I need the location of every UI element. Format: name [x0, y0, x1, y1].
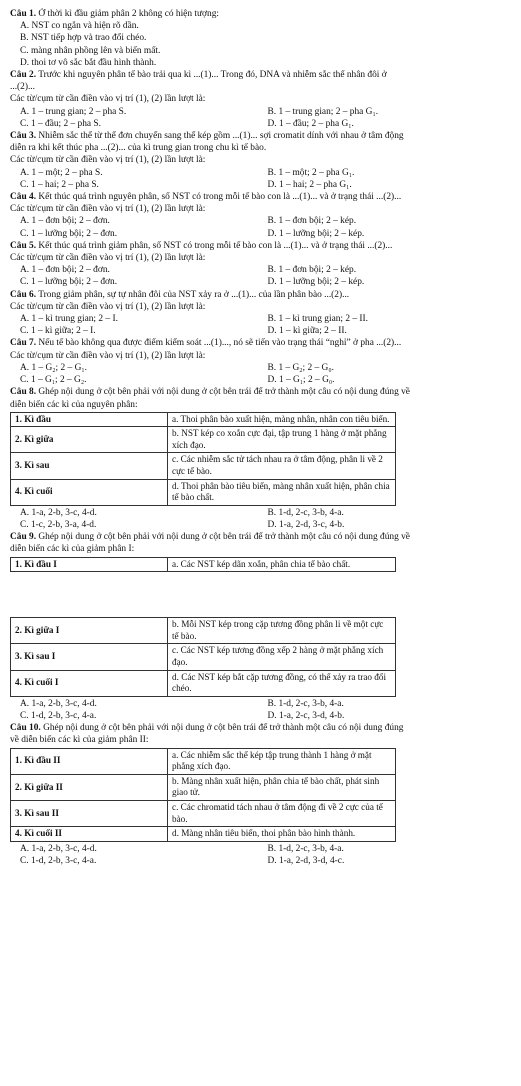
question-text: Kết thúc quá trình giảm phân, số NST có trong mỗi tế bào con là ...(1)... và ở trạng thái ...(2)... [38, 240, 393, 251]
right-cell: b. Màng nhân xuất hiện, phân chia tế bào chất, phát sinh giao tử. [168, 774, 396, 800]
option-b: B. 1 – một; 2 – pha G₁. [267, 167, 355, 178]
question-number: Câu 9. [10, 532, 37, 543]
option-b: B. 1-d, 2-c, 3-b, 4-a. [267, 507, 344, 518]
option-d: D. 1-a, 2-c, 3-d, 4-b. [267, 711, 345, 722]
question-10 [10, 722, 515, 867]
matching-table-cont [10, 617, 396, 697]
worksheet [10, 0, 515, 867]
option-a: A. 1-a, 2-b, 3-c, 4-d. [20, 698, 97, 709]
option-d: D. 1 – kì giữa; 2 – II. [267, 326, 347, 337]
option-a: A. 1 – trung gian; 2 – pha S. [20, 106, 127, 117]
option-c: C. 1 – hai; 2 – pha S. [20, 179, 99, 190]
matching-table [10, 748, 396, 842]
option-a: A. 1-a, 2-b, 3-c, 4-d. [20, 843, 97, 854]
question-number: Câu 6. [10, 289, 37, 300]
option-a: A. 1 – đơn bội; 2 – đơn. [20, 216, 110, 227]
option-c: C. 1 – lưỡng bội; 2 – đơn. [20, 228, 118, 239]
blank-space [10, 572, 515, 616]
question-number: Câu 1. [10, 9, 37, 19]
option-d: D. 1 – G₁; 2 – G₀. [267, 375, 335, 386]
right-cell: d. Các NST kép bắt cặp tương đồng, có thể xảy ra trao đổi chéo. [168, 670, 396, 696]
question-1 [10, 8, 515, 69]
matching-table [10, 557, 396, 573]
right-cell: a. Các nhiễm sắc thể kép tập trung thành 1 hàng ở mặt phẳng xích đạo. [168, 748, 396, 774]
question-text: Ghép nội dung ở cột bên phải với nội dung ở cột bên trái để trở thành một câu có nội dung đúng về [38, 387, 410, 398]
option-d: D. 1 – đầu; 2 – pha G₁. [267, 118, 354, 129]
option-c: C. 1-d, 2-b, 3-c, 4-a. [20, 856, 97, 866]
question-2 [10, 69, 515, 130]
left-cell: 2. Kì giữa II [11, 774, 168, 800]
right-cell: d. Thoi phân bào tiêu biến, màng nhân xuất hiện, phân chia tế bào chất. [168, 479, 396, 505]
question-8 [10, 386, 515, 531]
question-text-cont: diễn biến các kì của nguyên phân: [10, 399, 138, 410]
left-cell: 1. Kì đầu II [11, 748, 168, 774]
table-row [11, 748, 396, 774]
question-text: Ghép nội dung ở cột bên phải với nội dung ở cột bên trái để trở thành một câu có nội dung đúng [43, 723, 404, 734]
question-prompt: Các từ/cụm từ cần điền vào vị trí (1), (2) lần lượt là: [10, 301, 206, 312]
question-text-cont: diễn biến các kì của giảm phân I: [10, 544, 135, 555]
question-number: Câu 4. [10, 192, 37, 203]
option-d: D. 1-a, 2-d, 3-d, 4-c. [267, 856, 345, 866]
option-b: B. NST tiếp hợp và trao đổi chéo. [20, 33, 147, 44]
question-3 [10, 130, 515, 191]
option-a: A. 1 – đơn bội; 2 – đơn. [20, 265, 110, 276]
question-text: Ở thời kì đầu giảm phân 2 không có hiện tượng: [38, 9, 219, 19]
table-row [11, 827, 396, 842]
table-row [11, 801, 396, 827]
question-text: Nhiễm sắc thể từ thể đơn chuyển sang thể kép gồm ...(1)... sợi cromatit dính với nhau ở tâm động [38, 131, 404, 142]
right-cell: a. Thoi phân bào xuất hiện, màng nhân, nhân con tiêu biến. [168, 412, 396, 427]
left-cell: 4. Kì cuối II [11, 827, 168, 842]
right-cell: a. Các NST kép dãn xoắn, phân chia tế bào chất. [168, 557, 396, 572]
question-prompt: Các từ/cụm từ cần điền vào vị trí (1), (2) lần lượt là: [10, 155, 206, 166]
matching-table [10, 412, 396, 506]
question-text: Trước khi nguyên phân tế bào trải qua kì ...(1)... Trong đó, DNA và nhiễm sắc thể nhân đôi ở [38, 70, 387, 81]
table-row [11, 670, 396, 696]
table-row [11, 479, 396, 505]
question-text-cont: diễn ra khi kết thúc pha ...(2)... của kì trung gian trong chu kì tế bào. [10, 143, 267, 154]
option-c: C. 1 – G₁; 2 – G₂. [20, 375, 87, 386]
left-cell: 1. Kì đầu I [11, 557, 168, 572]
option-d: D. 1 – lưỡng bội; 2 – kép. [267, 228, 365, 239]
option-a: A. NST co ngắn và hiện rõ dần. [20, 21, 139, 32]
table-row [11, 427, 396, 453]
right-cell: b. NST kép co xoắn cực đại, tập trung 1 hàng ở mặt phẳng xích đạo. [168, 427, 396, 453]
left-cell: 4. Kì cuối I [11, 670, 168, 696]
option-d: D. 1 – lưỡng bội; 2 – kép. [267, 277, 365, 288]
question-5 [10, 240, 515, 289]
option-c: C. 1 – lưỡng bội; 2 – đơn. [20, 277, 118, 288]
table-row [11, 412, 396, 427]
option-d: D. thoi tơ vô sắc bắt đầu hình thành. [20, 57, 157, 68]
left-cell: 2. Kì giữa [11, 427, 168, 453]
table-row [11, 453, 396, 479]
option-c: C. 1 – đầu; 2 – pha S. [20, 118, 101, 129]
table-row [11, 644, 396, 670]
question-prompt: Các từ/cụm từ cần điền vào vị trí (1), (2) lần lượt là: [10, 94, 206, 105]
question-text: Ghép nội dung ở cột bên phải với nội dung ở cột bên trái để trở thành một câu có nội dung đúng về [38, 532, 410, 543]
option-b: B. 1-d, 2-c, 3-b, 4-a. [267, 698, 344, 709]
right-cell: c. Các chromatid tách nhau ở tâm động đi về 2 cực của tế bào. [168, 801, 396, 827]
question-text-cont: ...(2)... [10, 82, 35, 93]
right-cell: c. Các nhiễm sắc tử tách nhau ra ở tâm động, phân li về 2 cực tế bào. [168, 453, 396, 479]
question-number: Câu 2. [10, 70, 37, 81]
right-cell: d. Màng nhân tiêu biến, thoi phân bào hình thành. [168, 827, 396, 842]
option-b: B. 1 – kì trung gian; 2 – II. [267, 314, 369, 325]
question-text: Kết thúc quá trình nguyên phân, số NST có trong mỗi tế bào con là ...(1)... và ở trạng thái ...(2)... [38, 192, 402, 203]
question-6 [10, 289, 515, 338]
left-cell: 3. Kì sau [11, 453, 168, 479]
left-cell: 1. Kì đầu [11, 412, 168, 427]
question-text: Trong giảm phân, sự tự nhân đôi của NST xảy ra ở ...(1)... của lần phân bào ...(2)... [38, 289, 350, 300]
left-cell: 3. Kì sau I [11, 644, 168, 670]
question-text: Nếu tế bào không qua được điểm kiểm soát ...(1)..., nó sẽ tiến vào trạng thái “nghỉ” ở pha ...(2)... [38, 338, 402, 349]
question-prompt: Các từ/cụm từ cần điền vào vị trí (1), (2) lần lượt là: [10, 350, 206, 361]
right-cell: c. Các NST kép tương đồng xếp 2 hàng ở mặt phẳng xích đạo. [168, 644, 396, 670]
table-row [11, 618, 396, 644]
option-b: B. 1-d, 2-c, 3-b, 4-a. [267, 843, 344, 854]
question-text-cont: về diễn biến các kì của giảm phân II: [10, 735, 149, 746]
question-number: Câu 8. [10, 387, 37, 398]
question-number: Câu 5. [10, 240, 37, 251]
question-number: Câu 7. [10, 338, 37, 349]
option-c: C. 1-d, 2-b, 3-c, 4-a. [20, 711, 97, 722]
option-b: B. 1 – đơn bội; 2 – kép. [267, 216, 357, 227]
option-c: C. 1-c, 2-b, 3-a, 4-d. [20, 520, 97, 531]
question-4 [10, 191, 515, 240]
option-a: A. 1-a, 2-b, 3-c, 4-d. [20, 507, 97, 518]
option-d: D. 1 – hai; 2 – pha G₁. [267, 179, 352, 190]
option-a: A. 1 – G₂; 2 – G₁. [20, 362, 87, 373]
option-a: A. 1 – kì trung gian; 2 – I. [20, 314, 118, 325]
question-prompt: Các từ/cụm từ cần điền vào vị trí (1), (2) lần lượt là: [10, 204, 206, 215]
left-cell: 4. Kì cuối [11, 479, 168, 505]
left-cell: 3. Kì sau II [11, 801, 168, 827]
option-b: B. 1 – G₂; 2 – G₀. [267, 362, 334, 373]
question-prompt: Các từ/cụm từ cần điền vào vị trí (1), (2) lần lượt là: [10, 253, 206, 264]
table-row [11, 774, 396, 800]
option-b: B. 1 – đơn bội; 2 – kép. [267, 265, 357, 276]
question-9 [10, 531, 515, 722]
question-7 [10, 337, 515, 386]
question-number: Câu 3. [10, 131, 37, 142]
option-b: B. 1 – trung gian; 2 – pha G₁. [267, 106, 379, 117]
option-c: C. 1 – kì giữa; 2 – I. [20, 326, 96, 337]
left-cell: 2. Kì giữa I [11, 618, 168, 644]
option-c: C. màng nhân phồng lên và biến mất. [20, 45, 161, 56]
option-a: A. 1 – một; 2 – pha S. [20, 167, 103, 178]
question-number: Câu 10. [10, 723, 41, 734]
option-d: D. 1-a, 2-d, 3-c, 4-b. [267, 520, 345, 531]
right-cell: b. Mỗi NST kép trong cặp tương đồng phân li về một cực tế bào. [168, 618, 396, 644]
table-row [11, 557, 396, 572]
